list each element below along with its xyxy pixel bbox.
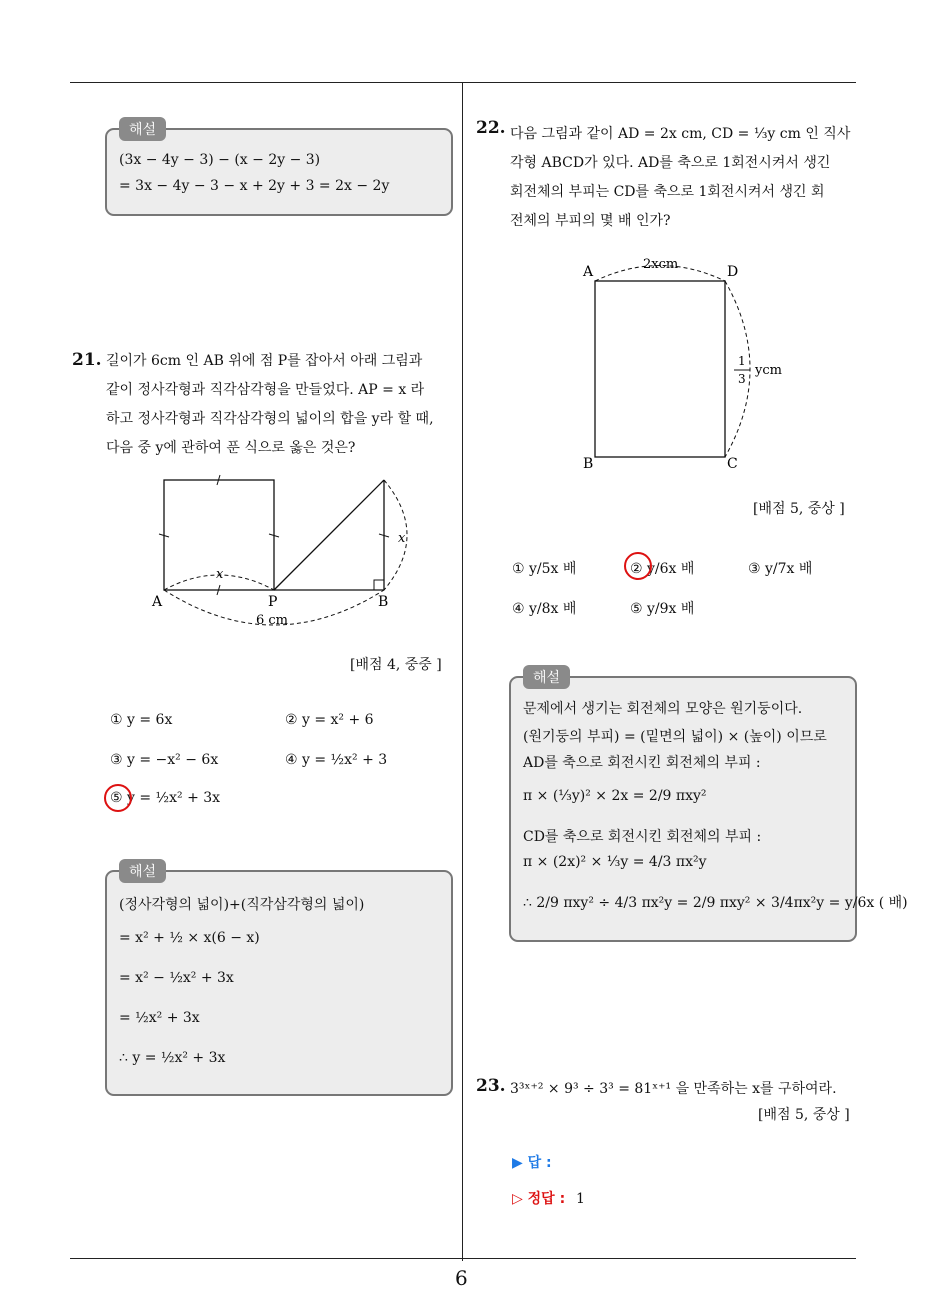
q22-line1: 다음 그림과 같이 AD = 2x cm, CD = ⅓y cm 인 직사 [510, 126, 851, 142]
label-P: P [268, 594, 278, 610]
label-side-den: 3 [738, 372, 746, 386]
arc-side [725, 281, 750, 457]
q23-number: 23. [476, 1076, 506, 1096]
q22-choice-1[interactable]: ① y/5x 배 [512, 561, 577, 577]
q21-choice-1[interactable]: ① y = 6x [110, 712, 173, 728]
q21-choice-3[interactable]: ③ y = −x² − 6x [110, 752, 219, 768]
q23-correct-value: 1 [576, 1191, 585, 1207]
q21-choice-2[interactable]: ② y = x² + 6 [285, 712, 374, 728]
label-top: 2xcm [643, 257, 679, 272]
q21-solution-box [105, 864, 453, 1096]
q22-choice-5[interactable]: ⑤ y/9x 배 [630, 601, 695, 617]
solution-tag: 해설 [119, 859, 166, 883]
q22-line3: 회전체의 부피는 CD를 축으로 1회전시켜서 생긴 회 [510, 184, 825, 200]
q21-meta: [배점 4, 중중 ] [350, 657, 442, 673]
q21-choice-4[interactable]: ④ y = ½x² + 3 [285, 752, 388, 768]
label-side-num: 1 [738, 354, 746, 368]
q22-line2: 각형 ABCD가 있다. AD를 축으로 1회전시켜서 생긴 [510, 155, 831, 171]
q22-solution-line1: 문제에서 생기는 회전체의 모양은 원기둥이다. [523, 701, 803, 717]
q20-solution-line1: (3x − 4y − 3) − (x − 2y − 3) [119, 152, 321, 168]
q21-line1: 길이가 6cm 인 AB 위에 점 P를 잡아서 아래 그림과 [106, 353, 423, 369]
q23-answer-label: ▶ 답 : [512, 1155, 552, 1171]
q20-solution-line2: = 3x − 4y − 3 − x + 2y + 3 = 2x − 2y [119, 178, 390, 194]
q21-text [106, 347, 454, 463]
q21-solution-line4: = ½x² + 3x [119, 1010, 200, 1026]
q23-correct-text: ▷ 정답 : [512, 1191, 566, 1207]
q21-number: 21. [72, 350, 102, 370]
q22-solution-box [509, 670, 908, 942]
q22-solution-line5: CD를 축으로 회전시킨 회전체의 부피 : [523, 829, 762, 845]
right-angle-mark [374, 580, 384, 590]
label-x-bottom: x [216, 567, 224, 582]
rectangle-ABCD [595, 281, 725, 457]
top-rule [70, 82, 856, 83]
q21-solution-line3: = x² − ½x² + 3x [119, 970, 234, 986]
label-side-unit: ycm [755, 363, 782, 378]
q21-line4: 다음 중 y에 관하여 푼 식으로 옳은 것은? [106, 440, 356, 456]
q21-choice-5[interactable]: ⑤ y = ½x² + 3x [110, 790, 221, 806]
page-number: 6 [455, 1266, 468, 1290]
label-C: C [727, 456, 738, 472]
q23-text: 3³ˣ⁺² × 9³ ÷ 3³ = 81ˣ⁺¹ 을 만족하는 x를 구하여라. [510, 1081, 837, 1097]
label-6cm: 6 cm [256, 613, 289, 628]
q21-answer-mark [104, 784, 132, 812]
q22-choice-2[interactable]: ② y/6x 배 [630, 561, 695, 577]
q23-meta: [배점 5, 중상 ] [758, 1107, 850, 1123]
q22-figure [575, 250, 795, 475]
q22-solution-line2: (원기둥의 부피) = (밑면의 넓이) × (높이) 이므로 [523, 729, 827, 745]
label-B: B [378, 594, 389, 610]
q22-number: 22. [476, 118, 506, 138]
q21-figure [140, 470, 430, 635]
q22-solution-line7: ∴ 2/9 πxy² ÷ 4/3 πx²y = 2/9 πxy² × 3/4πx²y = y/6x ( 배) [523, 895, 908, 911]
label-x-side: x [398, 531, 406, 546]
q21-solution-line2: = x² + ½ × x(6 − x) [119, 930, 260, 946]
q22-meta: [배점 5, 중상 ] [753, 501, 845, 517]
q22-choice-3[interactable]: ③ y/7x 배 [748, 561, 813, 577]
q21-line3: 하고 정사각형과 직각삼각형의 넓이의 합을 y라 할 때, [106, 411, 434, 427]
bottom-rule [70, 1258, 856, 1259]
q22-text [510, 120, 858, 236]
q22-answer-mark [624, 552, 652, 580]
label-B: B [583, 456, 594, 472]
q23-correct-label [512, 1188, 585, 1208]
q22-line4: 전체의 부피의 몇 배 인가? [510, 213, 671, 229]
solution-tag: 해설 [523, 665, 570, 689]
q21-solution-line5: ∴ y = ½x² + 3x [119, 1050, 226, 1066]
label-A: A [152, 594, 163, 610]
label-A: A [583, 264, 594, 280]
q22-solution-line6: π × (2x)² × ⅓y = 4/3 πx²y [523, 854, 707, 870]
q21-solution-line1: (정사각형의 넓이)+(직각삼각형의 넓이) [119, 897, 365, 913]
q22-solution-line4: π × (⅓y)² × 2x = 2/9 πxy² [523, 788, 707, 804]
triangle-hyp [274, 480, 384, 590]
label-D: D [727, 264, 739, 280]
q22-choice-4[interactable]: ④ y/8x 배 [512, 601, 577, 617]
q22-solution-line3: AD를 축으로 회전시킨 회전체의 부피 : [523, 755, 761, 771]
solution-tag: 해설 [119, 117, 166, 141]
q21-line2: 같이 정사각형과 직각삼각형을 만들었다. AP = x 라 [106, 382, 425, 398]
column-divider [462, 83, 463, 1261]
q20-solution-box [105, 122, 453, 216]
